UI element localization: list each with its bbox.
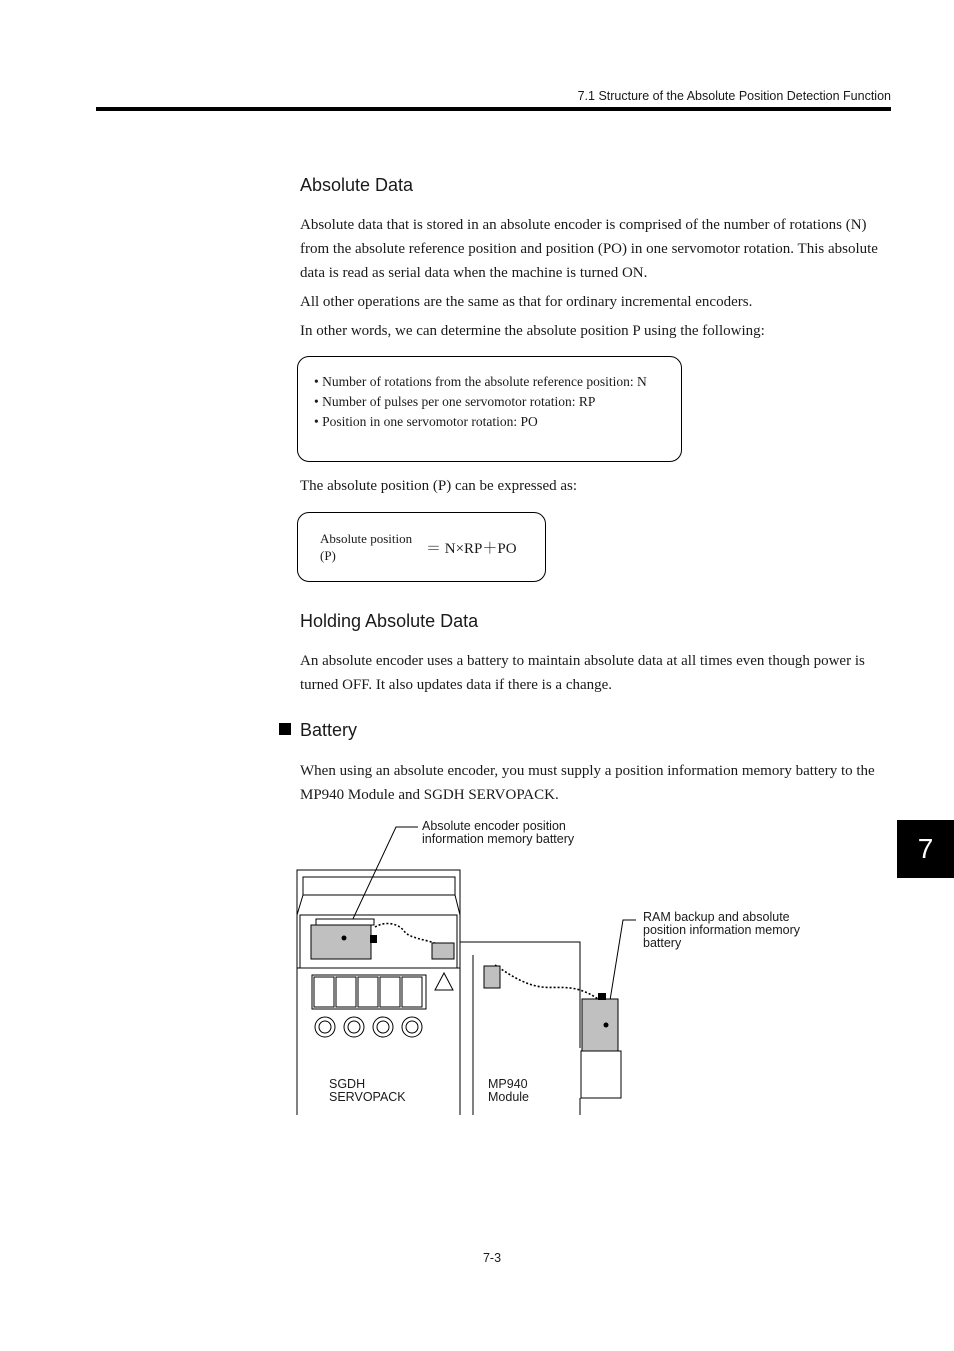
list-item: • Position in one servomotor rotation: PO [314, 414, 538, 429]
variables-box [297, 356, 682, 462]
encoder-battery-pointer-dot [342, 936, 347, 941]
paragraph-absolute-data-1: Absolute data that is stored in an absolute encoder is comprised of the number of rotations (N) from the absolute reference position and position (PO) in one servomotor rotation. This absolute data is read as serial data when the machine is turned ON. [300, 217, 878, 281]
formula-label [320, 530, 412, 564]
heading-absolute-data: Absolute Data [300, 175, 414, 195]
heading-battery: Battery [300, 720, 358, 740]
list-item: • Number of pulses per one servomotor rotation: RP [314, 394, 596, 409]
label-encoder-battery: Absolute encoder position information memory battery [422, 819, 575, 846]
sgdh-battery-connector [432, 943, 454, 959]
paragraph-expressed-as: The absolute position (P) can be expressed as: [300, 478, 578, 494]
label-mp940-module: MP940 Module [488, 1077, 529, 1104]
paragraph-absolute-data-3: In other words, we can determine the absolute position P using the following: [300, 323, 765, 339]
ram-battery-pointer-dot [604, 1023, 609, 1028]
header-rule [96, 107, 891, 111]
paragraph-holding: An absolute encoder uses a battery to maintain absolute data at all times even though power is turned OFF. It also updates data if there is a change. [300, 653, 865, 693]
mp940-battery-connector [484, 966, 500, 988]
formula-label-line2: (P) [320, 548, 336, 563]
paragraph-battery: When using an absolute encoder, you must supply a position information memory battery to the MP940 Module and SGDH SERVOPACK. [300, 763, 875, 803]
sgdh-top-panel [303, 877, 455, 895]
battery-location-diagram [280, 815, 840, 1120]
formula-expression: ＝ N×RP＋PO [426, 541, 517, 557]
running-header: 7.1 Structure of the Absolute Position Detection Function [577, 89, 891, 103]
formula-box [297, 512, 546, 582]
mp940-battery [582, 999, 618, 1051]
square-bullet-icon [279, 723, 291, 735]
warning-triangle-icon [435, 973, 453, 990]
sgdh-battery [311, 925, 371, 959]
mp940-lower-block [581, 1051, 621, 1098]
mp940-outline [460, 942, 580, 1048]
label-sgdh-servopack: SGDH SERVOPACK [329, 1077, 406, 1104]
variables-list [314, 372, 647, 432]
label-ram-battery: RAM backup and absolute position information memory battery [643, 910, 801, 950]
chapter-tab: 7 [897, 820, 954, 878]
sgdh-cover-hinge [297, 895, 460, 915]
paragraph-absolute-data-2: All other operations are the same as that for ordinary incremental encoders. [300, 294, 753, 310]
display-frame [312, 975, 426, 1009]
heading-holding-absolute-data: Holding Absolute Data [300, 611, 479, 631]
page-number: 7-3 [482, 1251, 502, 1265]
list-item: • Number of rotations from the absolute reference position: N [314, 374, 647, 389]
formula-label-line1: Absolute position [320, 531, 413, 546]
